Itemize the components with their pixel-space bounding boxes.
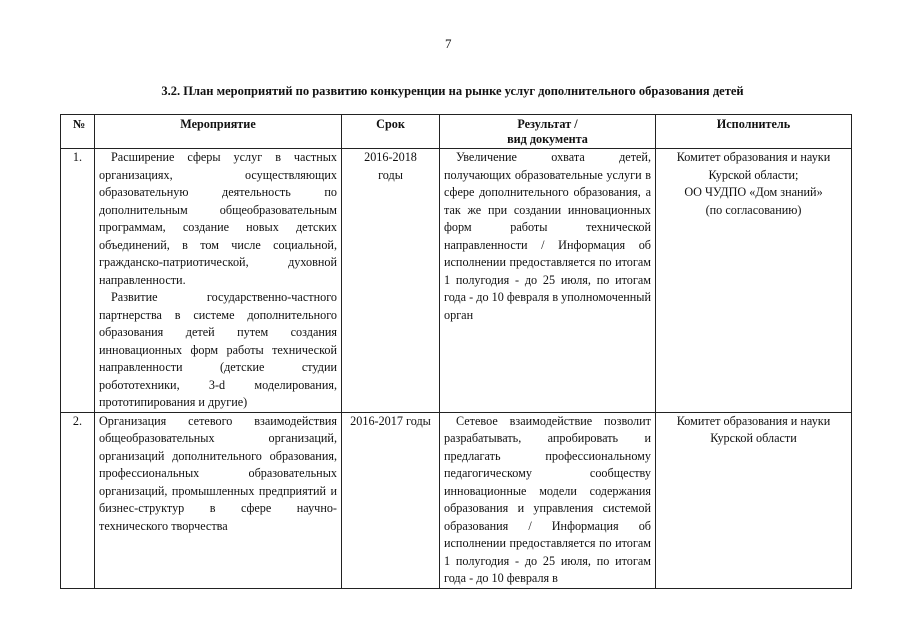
- header-result: [440, 115, 656, 149]
- result-text: Сетевое взаимодействие позволит разрабатывать, апробировать и предлагать профессиональному педагогическому сообществу инновационные модели содержания образования и управления системой образования / Информация об исполнении предоставляется по итогам 1 полугодия - до 25 июля, по итогам года - до 10 февраля в: [444, 413, 651, 585]
- header-executor: Исполнитель: [656, 115, 852, 149]
- event-paragraph: Расширение сферы услуг в частных организациях, осуществляющих образовательную деятельность по дополнительным общеобразовательным программам, создание новых детских объединений, в том числе социальной, гражданско-патриотической, духовной направленности.: [99, 150, 337, 287]
- result-text: Увеличение охвата детей, получающих образовательные услуги в сфере дополнительного образования, а так же при создании инновационных форм работы технической направленности / Информация об исполнении предоставляется по итогам 1 полугодия - до 25 июля, по итогам года - до 10 февраля в уполномоченный орган: [444, 150, 651, 322]
- row-term: [342, 149, 440, 413]
- row-term: 2016-2017 годы: [342, 412, 440, 588]
- row-result: [440, 412, 656, 588]
- table-row: [61, 149, 852, 413]
- header-term: Срок: [342, 115, 440, 149]
- table-row: [61, 412, 852, 588]
- row-number: 2.: [61, 412, 95, 588]
- row-event: [95, 149, 342, 413]
- row-executor: [656, 149, 852, 413]
- header-event: Мероприятие: [95, 115, 342, 149]
- row-number: 1.: [61, 149, 95, 413]
- row-executor: Комитет образования и науки Курской области: [656, 412, 852, 588]
- page-number: 7: [445, 36, 452, 51]
- header-result-line1: Результат /: [517, 117, 578, 131]
- plan-table: [60, 114, 852, 589]
- table-header-row: [61, 115, 852, 149]
- executor-line: (по согласованию): [705, 202, 802, 217]
- executor-line: ОО ЧУДПО «Дом знаний»: [684, 185, 823, 199]
- row-event: Организация сетевого взаимодействия общеобразовательных организаций, организаций дополнительного образования, профессиональных образовательных организаций, промышленных предприятий и бизнес-структур в сфере научно-технического творчества: [95, 412, 342, 588]
- header-result-line2: вид документа: [507, 132, 588, 146]
- row-result: [440, 149, 656, 413]
- event-paragraph: Развитие государственно-частного партнерства в системе дополнительного образования детей путем создания инновационных форм работы технической направленности (детские студии робототехники, 3-d моделирования, прототипирования и другие): [99, 290, 337, 409]
- header-number: №: [61, 115, 95, 149]
- term-line: годы: [378, 167, 403, 182]
- executor-line: Комитет образования и науки Курской области;: [676, 150, 831, 182]
- section-title: 3.2. План мероприятий по развитию конкуренции на рынке услуг дополнительного образования детей: [161, 84, 744, 98]
- term-line: 2016-2018: [364, 150, 417, 164]
